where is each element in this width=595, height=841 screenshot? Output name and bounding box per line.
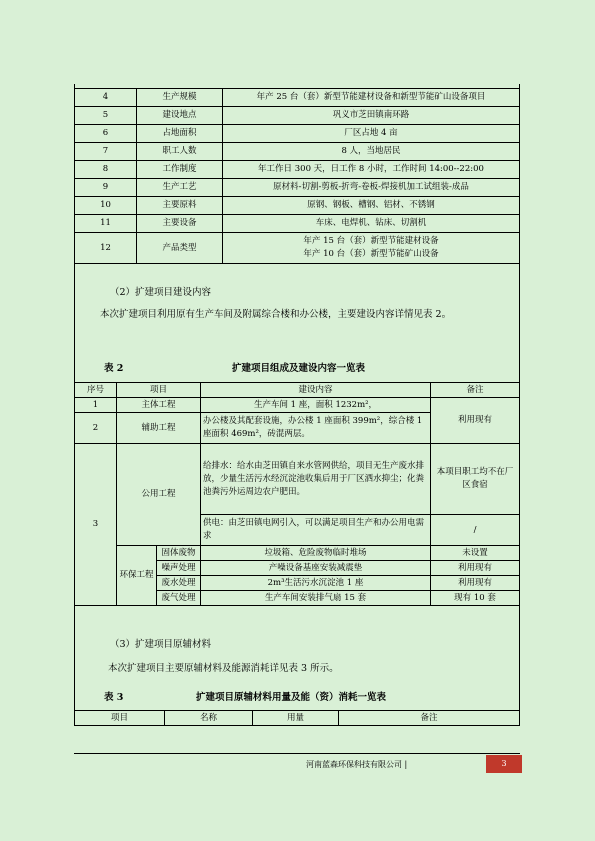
table-row — [75, 179, 520, 197]
env-subitem: 固体废物 — [157, 546, 201, 561]
section3-text: 本次扩建项目主要原辅材料及能源消耗详见表 3 所示。 — [108, 663, 339, 674]
env-item: 环保工程 — [117, 546, 157, 606]
row-content — [223, 233, 520, 264]
table-row — [75, 233, 520, 264]
row-number: 9 — [75, 179, 137, 197]
row-content: 年工作日 300 天，日工作 8 小时，工作时间 14:00--22:00 — [223, 161, 520, 179]
row-number: 4 — [75, 89, 137, 107]
product-line-1: 年产 15 台（套）新型节能建材设备 — [303, 236, 439, 246]
row-note: 利用现有 — [431, 398, 520, 444]
row-number: 5 — [75, 107, 137, 125]
row-number: 7 — [75, 143, 137, 161]
header-item: 项目 — [75, 711, 165, 726]
section2-text: 本次扩建项目利用原有生产车间及附属综合楼和办公楼，主要建设内容详情见表 2。 — [100, 309, 452, 320]
row-content: 生产车间 1 座，面积 1232m²， — [201, 398, 431, 413]
env-subitem: 废气处理 — [157, 591, 201, 606]
header-item: 项目 — [117, 383, 201, 398]
row-content: 车床、电焊机、钻床、切割机 — [223, 215, 520, 233]
table2-title: 扩建项目组成及建设内容一览表 — [232, 363, 366, 374]
env-note: 利用现有 — [431, 576, 520, 591]
env-note: 利用现有 — [431, 561, 520, 576]
table-row — [75, 125, 520, 143]
env-subitem: 废水处理 — [157, 576, 201, 591]
table-row — [75, 161, 520, 179]
row-content: 8 人，当地居民 — [223, 143, 520, 161]
header-content: 建设内容 — [201, 383, 431, 398]
table-row — [75, 546, 520, 561]
table-row — [75, 143, 520, 161]
row-item: 占地面积 — [137, 125, 223, 143]
row-item: 生产工艺 — [137, 179, 223, 197]
header-amount: 用量 — [253, 711, 339, 726]
row-item: 建设地点 — [137, 107, 223, 125]
row-item: 辅助工程 — [117, 413, 201, 444]
row-item: 主要设备 — [137, 215, 223, 233]
row-item: 产品类型 — [137, 233, 223, 264]
page-number: 3 — [486, 755, 522, 773]
project-overview-table — [74, 88, 520, 264]
section3-heading: （3）扩建项目原辅材料 — [110, 639, 212, 650]
row-content: 巩义市芝田镇南环路 — [223, 107, 520, 125]
env-content: 垃圾箱、危险废物临时堆场 — [201, 546, 431, 561]
env-note: 未设置 — [431, 546, 520, 561]
row-number: 6 — [75, 125, 137, 143]
row-number: 3 — [75, 444, 117, 606]
env-content: 2m³生活污水沉淀池 1 座 — [201, 576, 431, 591]
row-item: 工作制度 — [137, 161, 223, 179]
construction-content-table — [74, 382, 520, 606]
power-supply-content: 供电：由芝田镇电网引入，可以满足项目生产和办公用电需求 — [201, 515, 431, 546]
row-number: 12 — [75, 233, 137, 264]
row-content: 办公楼及其配套设施，办公楼 1 座面积 399m²，综合楼 1 座面积 469m²，砖混两层。 — [201, 413, 431, 444]
row-content: 年产 25 台（套）新型节能建材设备和新型节能矿山设备项目 — [223, 89, 520, 107]
env-content: 产噪设备基座安装减震垫 — [201, 561, 431, 576]
table-row — [75, 444, 520, 515]
table3-title: 扩建项目原辅材料用量及能（资）消耗一览表 — [196, 692, 387, 703]
power-note: / — [431, 515, 520, 546]
row-number: 2 — [75, 413, 117, 444]
header-name: 名称 — [165, 711, 253, 726]
water-note: 本项目职工均不在厂区食宿 — [431, 444, 520, 515]
table3-number: 表 3 — [104, 692, 124, 703]
row-item: 主要原料 — [137, 197, 223, 215]
row-content: 厂区占地 4 亩 — [223, 125, 520, 143]
table-row — [75, 398, 520, 413]
table2-number: 表 2 — [104, 363, 124, 374]
header-note: 备注 — [431, 383, 520, 398]
table-header-row — [75, 711, 520, 726]
footer-divider — [74, 753, 520, 754]
table-header-row — [75, 383, 520, 398]
row-content: 原钢、钢板、槽钢、铝材、不锈钢 — [223, 197, 520, 215]
section2-heading: （2）扩建项目建设内容 — [110, 287, 212, 298]
header-no: 序号 — [75, 383, 117, 398]
header-note: 备注 — [339, 711, 520, 726]
table-row — [75, 215, 520, 233]
env-subitem: 噪声处理 — [157, 561, 201, 576]
env-note: 现有 10 套 — [431, 591, 520, 606]
row-number: 11 — [75, 215, 137, 233]
row-number: 1 — [75, 398, 117, 413]
row-number: 10 — [75, 197, 137, 215]
water-supply-content: 给排水：给水由芝田镇自来水管网供给，项目无生产废水排放，少量生活污水经沉淀池收集后用于厂区洒水抑尘；化粪池粪污外运周边农户肥田。 — [201, 444, 431, 515]
row-item: 公用工程 — [117, 444, 201, 546]
table-row — [75, 107, 520, 125]
row-item: 职工人数 — [137, 143, 223, 161]
row-item: 主体工程 — [117, 398, 201, 413]
row-item: 生产规模 — [137, 89, 223, 107]
env-content: 生产车间安装排气扇 15 套 — [201, 591, 431, 606]
table-row — [75, 89, 520, 107]
product-line-2: 年产 10 台（套）新型节能矿山设备 — [303, 249, 439, 259]
footer-company: 河南蓝森环保科技有限公司 | — [306, 760, 408, 769]
table-row — [75, 197, 520, 215]
row-content: 原材料-切割-剪板-折弯-卷板-焊接机加工试组装-成品 — [223, 179, 520, 197]
row-number: 8 — [75, 161, 137, 179]
materials-table — [74, 710, 520, 726]
